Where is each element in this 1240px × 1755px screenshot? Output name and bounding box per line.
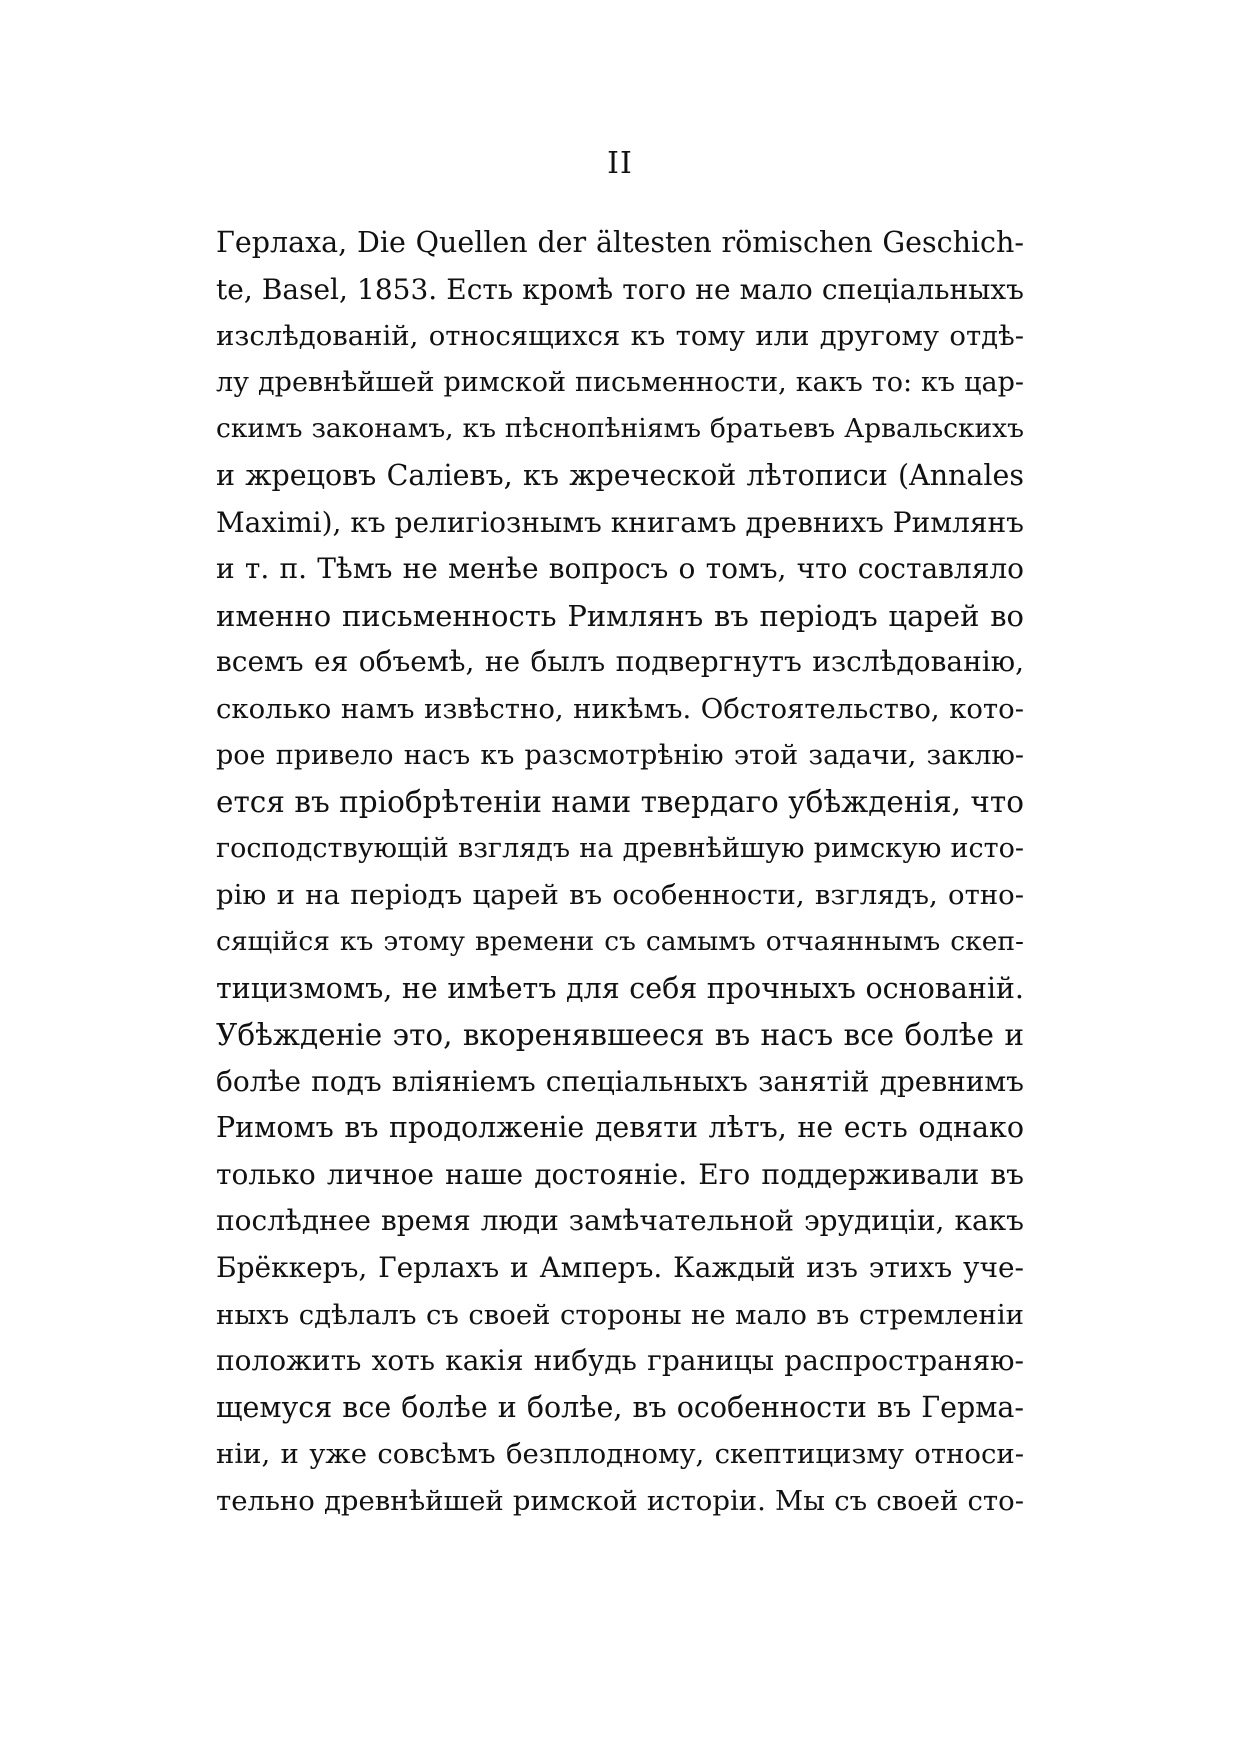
- text-line: сящійся къ этому времени съ самымъ отчаяннымъ скеп-: [216, 925, 1024, 957]
- text-line: изслѣдованій, относящихся къ тому или другому отдѣ-: [216, 320, 1024, 353]
- text-line: именно письменность Римлянъ въ періодъ царей во: [216, 598, 1024, 633]
- text-line: господствующій взглядъ на древнѣйшую римскую исто-: [216, 832, 1024, 864]
- text-line: лу древнѣйшей римской письменности, какъ то: къ цар-: [216, 366, 1024, 398]
- text-line: послѣднее время люди замѣчательной эрудиціи, какъ: [216, 1204, 1024, 1238]
- text-line: скимъ законамъ, къ пѣснопѣніямъ братьевъ Арвальскихъ: [216, 413, 1024, 445]
- text-line: только личное наше достояніе. Его поддерживали въ: [216, 1157, 1024, 1191]
- text-line: тицизмомъ, не имѣетъ для себя прочныхъ основаній.: [216, 971, 1024, 1005]
- text-line: Брёккеръ, Герлахъ и Амперъ. Каждый изъ этихъ уче-: [216, 1251, 1024, 1285]
- text-line: щемуся все болѣе и болѣе, въ особенности въ Герма-: [216, 1390, 1024, 1424]
- text-line: Убѣжденіе это, вкоренявшееся въ насъ все болѣе и: [216, 1018, 1024, 1053]
- text-line: всемъ ея объемѣ, не былъ подвергнутъ изслѣдованію,: [216, 645, 1024, 679]
- text-line: болѣе подъ вліяніемъ спеціальныхъ занятій древнимъ: [216, 1064, 1024, 1098]
- text-line: сколько намъ извѣстно, никѣмъ. Обстоятельство, кото-: [216, 692, 1024, 725]
- text-line: тельно древнѣйшей римской исторіи. Мы съ своей сто-: [216, 1485, 1024, 1518]
- text-line: ется въ пріобрѣтеніи нами твердаго убѣжденія, что: [216, 785, 1024, 820]
- text-line: и т. п. Тѣмъ не менѣе вопросъ о томъ, что составляло: [216, 552, 1024, 586]
- text-line: и жрецовъ Саліевъ, къ жреческой лѣтописи (Annales: [216, 458, 1024, 492]
- text-line: ныхъ сдѣлалъ съ своей стороны не мало въ стремленіи: [216, 1298, 1024, 1331]
- text-line: положить хоть какія нибудь границы распространяю-: [216, 1344, 1024, 1378]
- text-line: Римомъ въ продолженіе девяти лѣтъ, не есть однако: [216, 1111, 1024, 1145]
- text-line: Maximi), къ религіознымъ книгамъ древнихъ Римлянъ: [216, 505, 1024, 539]
- page-number: II: [607, 146, 633, 181]
- text-line: рое привело насъ къ разсмотрѣнію этой задачи, заклю-: [216, 739, 1024, 771]
- text-line: ніи, и уже совсѣмъ безплодному, скептицизму относи-: [216, 1438, 1024, 1471]
- text-line: рію и на періодъ царей въ особенности, взглядъ, отно-: [216, 879, 1024, 912]
- body-text: [216, 220, 1024, 1525]
- text-line: te, Basel, 1853. Есть кромѣ того не мало спеціальныхъ: [216, 272, 1024, 306]
- text-line: Герлаха, Die Quellen der ältesten römischen Geschich-: [216, 226, 1024, 259]
